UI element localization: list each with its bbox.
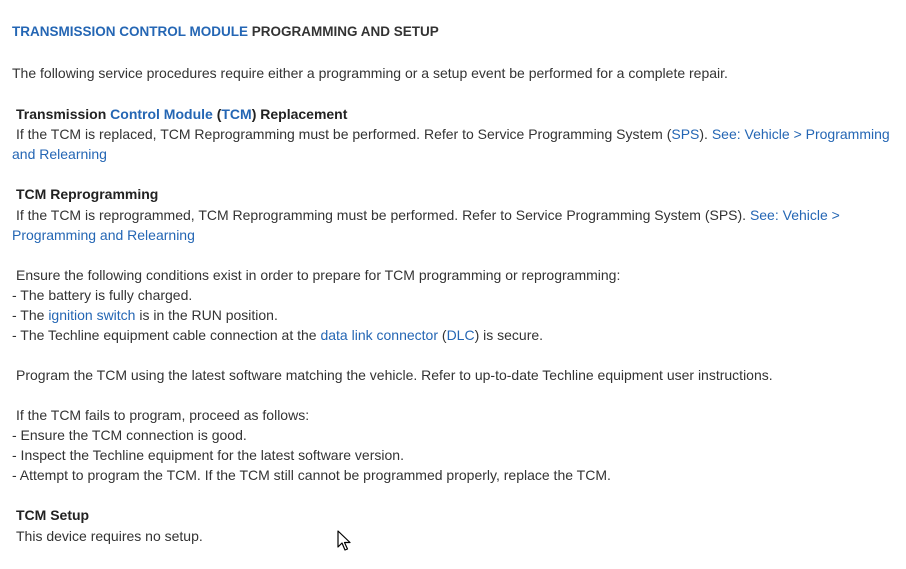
reprogramming-heading: TCM Reprogramming [16,186,159,202]
replacement-heading-pre: Transmission [16,106,111,122]
reprogramming-body [12,205,892,245]
dlc-post: ) is secure. [474,327,544,343]
reprogramming-body-text: If the TCM is reprogrammed, TCM Reprogramming must be performed. Refer to Service Programming System (SPS). [16,207,750,223]
see-programming-link[interactable]: See: Vehicle > Programming and Relearning [12,126,890,162]
data-link-connector-link[interactable]: data link connector [320,327,438,343]
condition-item-dlc [12,325,892,345]
intro-text: The following service procedures require either a programming or a setup event be performed for a complete repair. [12,65,728,81]
condition-item-battery: - The battery is fully charged. [12,287,193,303]
fails-item-connection: - Ensure the TCM connection is good. [12,427,247,443]
fails-intro: If the TCM fails to program, proceed as follows: [16,407,310,423]
dlc-mid: ( [438,327,447,343]
tcm-link[interactable]: TCM [221,106,252,122]
ignition-switch-link[interactable]: ignition switch [48,307,136,323]
fails-item-inspect: - Inspect the Techline equipment for the latest software version. [12,447,404,463]
ignition-pre: - The [12,307,49,323]
replacement-heading [12,104,896,124]
replacement-body-pre: If the TCM is replaced, TCM Reprogramming must be performed. Refer to Service Programming System ( [16,126,672,142]
sps-link[interactable]: SPS [671,126,700,142]
conditions-intro: Ensure the following conditions exist in order to prepare for TCM programming or reprogramming: [16,267,621,283]
setup-heading: TCM Setup [16,507,90,523]
page-title [12,24,439,39]
mouse-pointer-icon [337,530,351,552]
replacement-heading-post: ) Replacement [251,106,348,122]
dlc-pre: - The Techline equipment cable connection at the [12,327,321,343]
ignition-post: is in the RUN position. [135,307,278,323]
control-module-link[interactable]: Control Module [110,106,213,122]
see-programming-link-2[interactable]: See: Vehicle > Programming and Relearning [12,207,840,243]
setup-body: This device requires no setup. [16,528,203,544]
dlc-link[interactable]: DLC [446,327,475,343]
replacement-heading-mid: ( [212,106,222,122]
replacement-body [12,124,892,164]
fails-item-replace: - Attempt to program the TCM. If the TCM still cannot be programmed properly, replace the TCM. [12,467,611,483]
program-instruction: Program the TCM using the latest software matching the vehicle. Refer to up-to-date Techline equipment user instructions. [16,367,773,383]
condition-item-ignition [12,305,892,325]
replacement-body-mid: ). [699,126,712,142]
title-rest: PROGRAMMING AND SETUP [248,24,439,39]
tcm-title-link[interactable]: TRANSMISSION CONTROL MODULE [12,24,248,39]
